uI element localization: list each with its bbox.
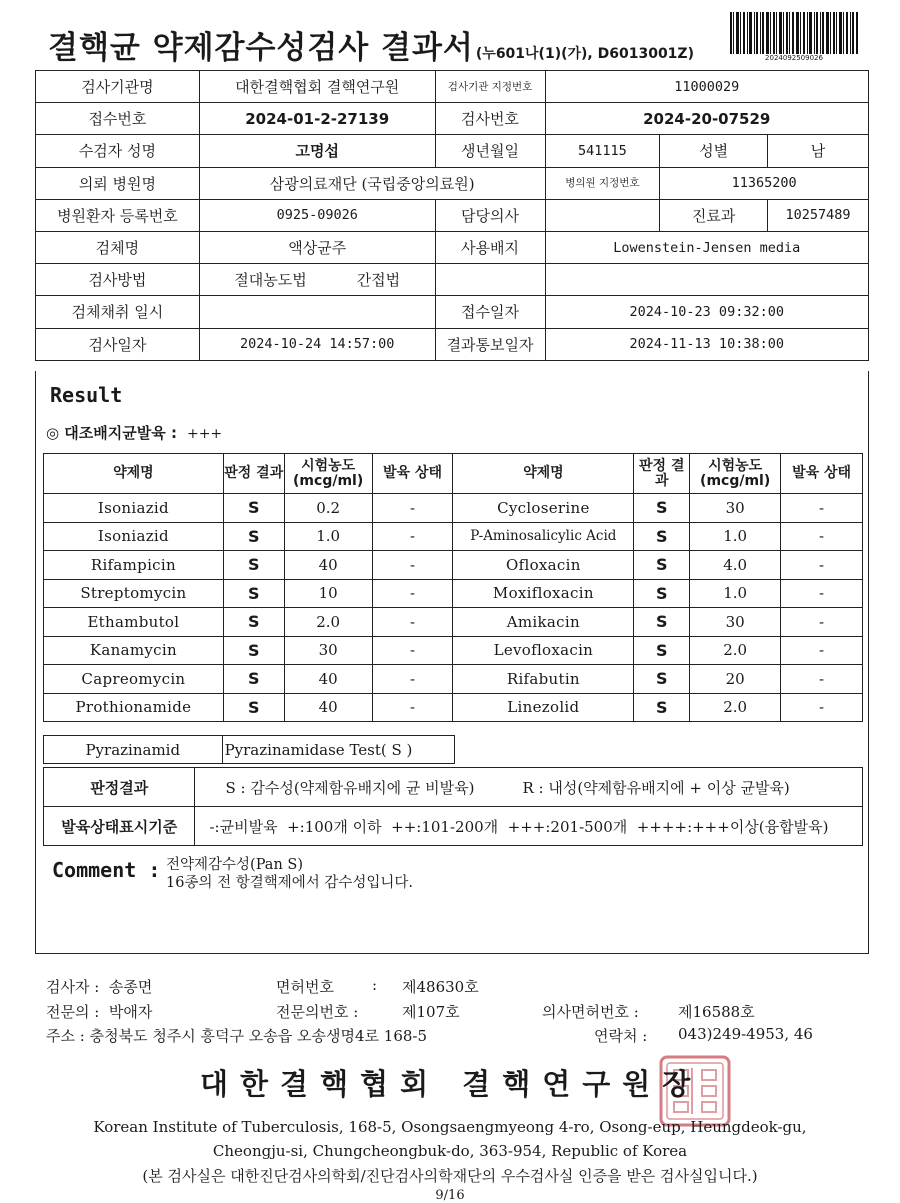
table-row [44, 551, 863, 580]
table-row [44, 608, 863, 637]
drug-concentration: 30 [284, 636, 372, 665]
drug-growth: - [372, 494, 453, 523]
license-separator: : [372, 976, 378, 994]
table-row [44, 665, 863, 694]
legend-row [44, 807, 863, 846]
drug-concentration: 40 [284, 693, 372, 722]
medium-value: Lowenstein-Jensen media [545, 231, 869, 263]
test-no-value: 2024-20-07529 [545, 103, 869, 135]
method-value [199, 264, 435, 296]
sex-label: 성별 [660, 135, 768, 167]
judge-criteria-value [195, 768, 863, 807]
birth-label: 생년월일 [435, 135, 545, 167]
drug-growth: - [781, 551, 863, 580]
drug-concentration: 20 [690, 665, 781, 694]
drug-concentration: 2.0 [690, 693, 781, 722]
barcode-number: 2024092509026 [765, 54, 823, 62]
growth-criteria-value: -:균비발육 +:100개 이하 ++:101-200개 +++:201-500개 ++++:+++이상(융합발육) [195, 807, 863, 846]
table-row [44, 494, 863, 523]
header-concentration: 시험농도 (mcg/ml) [690, 454, 781, 494]
report-date-value: 2024-11-13 10:38:00 [545, 328, 869, 360]
method-label: 검사방법 [36, 264, 200, 296]
patient-reg-value: 0925-09026 [199, 199, 435, 231]
patient-label: 수검자 성명 [36, 135, 200, 167]
drug-concentration: 2.0 [690, 636, 781, 665]
lab-code-value: 11000029 [545, 71, 869, 103]
drug-result: S [634, 494, 690, 523]
drug-concentration: 2.0 [284, 608, 372, 637]
info-row [36, 103, 869, 135]
drug-concentration: 1.0 [690, 522, 781, 551]
patient-value: 고명섭 [199, 135, 435, 167]
judge-criteria-label: 판정결과 [44, 768, 195, 807]
drug-name: P-Aminosalicylic Acid [453, 522, 634, 551]
sex-value: 남 [768, 135, 869, 167]
hospital-value: 삼광의료재단 (국립중앙의료원) [199, 167, 545, 199]
drug-growth: - [372, 522, 453, 551]
drug-concentration: 30 [690, 608, 781, 637]
drug-result: S [634, 579, 690, 608]
specialist-no-value: 제107호 [402, 1003, 460, 1021]
collect-label: 검체채취 일시 [36, 296, 200, 328]
dept-label: 진료과 [660, 199, 768, 231]
medium-label: 사용배지 [435, 231, 545, 263]
pyrazinamide-value: Pyrazinamidase Test( S ) [222, 736, 454, 764]
drug-result: S [223, 522, 284, 551]
info-row [36, 328, 869, 360]
control-growth-value: +++ [186, 426, 223, 442]
test-no-label: 검사번호 [435, 103, 545, 135]
drug-name: Kanamycin [44, 636, 224, 665]
info-row [36, 296, 869, 328]
header-concentration: 시험농도 (mcg/ml) [284, 454, 372, 494]
drug-growth: - [372, 579, 453, 608]
drug-result: S [634, 693, 690, 722]
footer-address-row [46, 1025, 813, 1046]
comment-line: 16종의 전 항결핵제에서 감수성입니다. [166, 875, 413, 891]
drug-growth: - [781, 608, 863, 637]
test-date-label: 검사일자 [36, 328, 200, 360]
control-growth-label: ◎ 대조배지균발육 : [46, 424, 177, 442]
english-address-line: Korean Institute of Tuberculosis, 168-5, Osongsaengmyeong 4-ro, Osong-eup, Heungdeok-gu, [93, 1118, 807, 1136]
table-row [44, 579, 863, 608]
header-growth: 발육 상태 [372, 454, 453, 494]
doctor-value [545, 199, 660, 231]
comment-line: 전약제감수성(Pan S) [166, 857, 303, 873]
drug-name: Prothionamide [44, 693, 224, 722]
drug-concentration: 10 [284, 579, 372, 608]
drug-name: Ofloxacin [453, 551, 634, 580]
drug-result: S [223, 608, 284, 637]
drug-result: S [223, 494, 284, 523]
drug-concentration: 30 [690, 494, 781, 523]
info-row [36, 135, 869, 167]
lab-label: 검사기관명 [36, 71, 200, 103]
specialist-no-label: 전문의번호 : [276, 1003, 359, 1021]
document-code: (누601나(1)(가), D6013001Z) [475, 46, 694, 62]
comment-text [166, 856, 413, 892]
license-label: 면허번호 [276, 978, 334, 996]
lab-value: 대한결핵협회 결핵연구원 [199, 71, 435, 103]
drug-table-header [44, 454, 863, 494]
address-label: 주소 : [46, 1027, 85, 1045]
specialist-value: 박애자 [108, 1003, 153, 1021]
footer-tester-row [46, 976, 479, 997]
pyrazinamide-name: Pyrazinamid [44, 736, 223, 764]
contact-value: 043)249-4953, 46 [678, 1025, 813, 1043]
drug-name: Rifabutin [453, 665, 634, 694]
license-value: 제48630호 [402, 978, 479, 996]
legend-table [43, 767, 863, 846]
drug-growth: - [372, 551, 453, 580]
drug-growth: - [781, 665, 863, 694]
header-result: 판정 결과 [634, 454, 690, 494]
receipt-date-label: 접수일자 [435, 296, 545, 328]
hospital-code-value: 11365200 [660, 167, 869, 199]
tester-label: 검사자 : [46, 978, 100, 996]
drug-name: Rifampicin [44, 551, 224, 580]
drug-result: S [223, 665, 284, 694]
patient-reg-label: 병원환자 등록번호 [36, 199, 200, 231]
drug-name: Isoniazid [44, 494, 224, 523]
header-drug-name: 약제명 [44, 454, 224, 494]
drug-name: Ethambutol [44, 608, 224, 637]
drug-name: Amikacin [453, 608, 634, 637]
reception-no-label: 접수번호 [36, 103, 200, 135]
hospital-label: 의뢰 병원명 [36, 167, 200, 199]
footer-specialist-row [46, 1001, 755, 1022]
page-number: 9/16 [435, 1188, 465, 1203]
method-empty [435, 264, 545, 296]
header-growth: 발육 상태 [781, 454, 863, 494]
pyrazinamide-table [43, 735, 455, 764]
doctor-label: 담당의사 [435, 199, 545, 231]
comment-label: Comment : [52, 858, 161, 882]
drug-result: S [634, 636, 690, 665]
drug-name: Isoniazid [44, 522, 224, 551]
dept-value: 10257489 [768, 199, 869, 231]
drug-growth: - [372, 636, 453, 665]
specialist-label: 전문의 : [46, 1003, 100, 1021]
control-growth [46, 422, 222, 443]
info-row [36, 199, 869, 231]
drug-concentration: 40 [284, 665, 372, 694]
drug-result: S [223, 551, 284, 580]
institute-name: 대한결핵협회 결핵연구원장 [200, 1067, 703, 1101]
drug-name: Streptomycin [44, 579, 224, 608]
report-date-label: 결과통보일자 [435, 328, 545, 360]
info-row [36, 71, 869, 103]
method-value-indirect: 간접법 [356, 271, 401, 290]
reception-no-value: 2024-01-2-27139 [199, 103, 435, 135]
drug-result: S [223, 579, 284, 608]
drug-result: S [223, 693, 284, 722]
judge-resistant: R : 내성(약제함유배지에 + 이상 균발육) [522, 778, 790, 797]
drug-name: Levofloxacin [453, 636, 634, 665]
drug-growth: - [781, 579, 863, 608]
contact-label: 연락처 : [594, 1027, 648, 1045]
drug-result: S [223, 636, 284, 665]
result-heading: Result [50, 383, 123, 407]
drug-result: S [634, 522, 690, 551]
tester-value: 송종면 [108, 978, 153, 996]
drug-name: Linezolid [453, 693, 634, 722]
drug-table [43, 453, 863, 722]
drug-name: Capreomycin [44, 665, 224, 694]
drug-growth: - [781, 494, 863, 523]
english-address-line: Cheongju-si, Chungcheongbuk-do, 363-954, Republic of Korea [212, 1142, 688, 1160]
drug-name: Moxifloxacin [453, 579, 634, 608]
lab-code-label: 검사기관 지정번호 [435, 71, 545, 103]
method-empty-wide [545, 264, 869, 296]
info-row [36, 231, 869, 263]
drug-concentration: 1.0 [284, 522, 372, 551]
receipt-date-value: 2024-10-23 09:32:00 [545, 296, 869, 328]
barcode [730, 12, 858, 54]
birth-value: 541115 [545, 135, 660, 167]
certification-note: (본 검사실은 대한진단검사의학회/진단검사의학재단의 우수검사실 인증을 받은 검사실입니다.) [142, 1167, 758, 1185]
info-row [36, 167, 869, 199]
method-value-absolute: 절대농도법 [234, 271, 307, 290]
info-row [36, 264, 869, 296]
address-value: 충청북도 청주시 흥덕구 오송읍 오송생명4로 168-5 [89, 1027, 428, 1045]
drug-concentration: 4.0 [690, 551, 781, 580]
drug-growth: - [781, 693, 863, 722]
drug-concentration: 1.0 [690, 579, 781, 608]
drug-growth: - [372, 608, 453, 637]
drug-growth: - [372, 693, 453, 722]
drug-concentration: 0.2 [284, 494, 372, 523]
drug-result: S [634, 665, 690, 694]
drug-growth: - [781, 636, 863, 665]
drug-result: S [634, 551, 690, 580]
growth-criteria-label: 발육상태표시기준 [44, 807, 195, 846]
legend-row [44, 768, 863, 807]
drug-result: S [634, 608, 690, 637]
info-table [35, 70, 869, 361]
table-row [44, 522, 863, 551]
table-row [44, 693, 863, 722]
collect-value [199, 296, 435, 328]
drug-growth: - [781, 522, 863, 551]
specimen-label: 검체명 [36, 231, 200, 263]
drug-growth: - [372, 665, 453, 694]
test-date-value: 2024-10-24 14:57:00 [199, 328, 435, 360]
header-drug-name: 약제명 [453, 454, 634, 494]
doctor-license-value: 제16588호 [678, 1003, 755, 1021]
pyrazinamide-row [44, 736, 455, 764]
hospital-code-label: 병의원 지정번호 [545, 167, 660, 199]
drug-concentration: 40 [284, 551, 372, 580]
table-row [44, 636, 863, 665]
document-title: 결핵균 약제감수성검사 결과서 (누601나(1)(가), D6013001Z) [48, 30, 694, 66]
specimen-value: 액상균주 [199, 231, 435, 263]
drug-name: Cycloserine [453, 494, 634, 523]
header-result: 판정 결과 [223, 454, 284, 494]
doctor-license-label: 의사면허번호 : [542, 1003, 639, 1021]
judge-susceptible: S : 감수성(약제함유배지에 균 비발육) [225, 778, 475, 797]
